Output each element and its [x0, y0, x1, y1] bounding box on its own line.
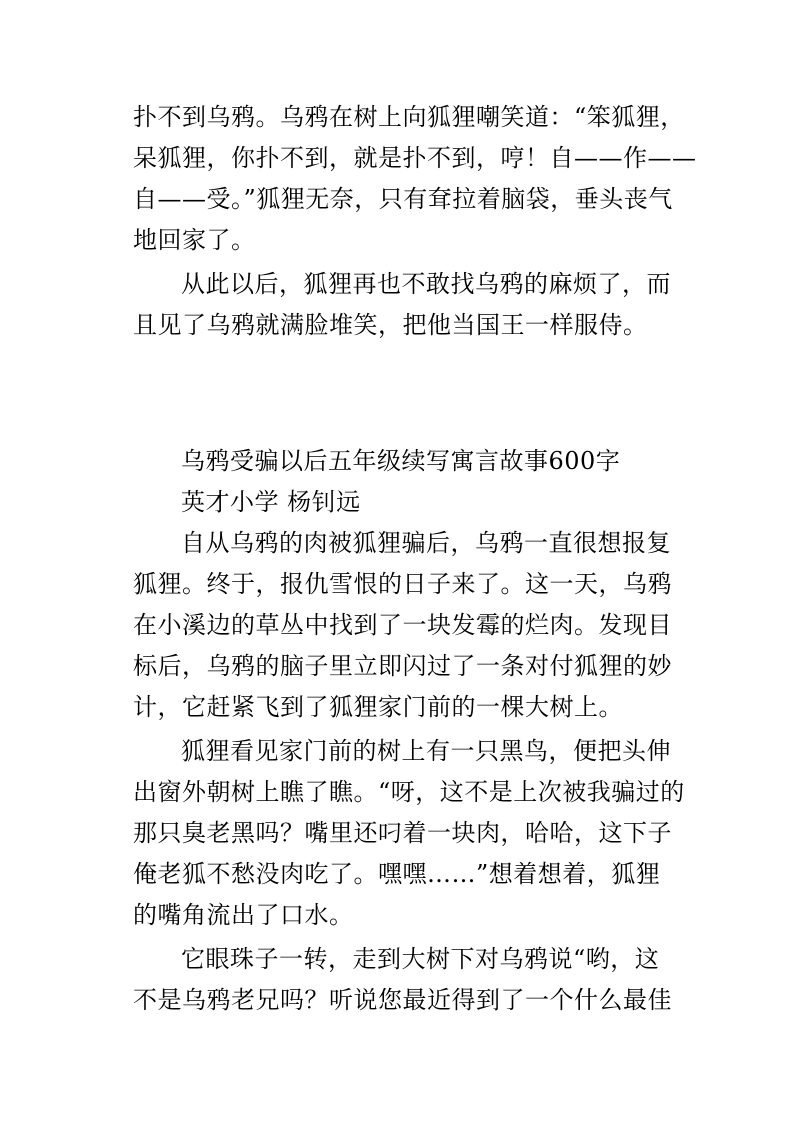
essay-author: 英才小学 杨钊远: [181, 488, 361, 516]
text-line: 狐狸。终于，报仇雪恨的日子来了。这一天，乌鸦: [133, 570, 672, 598]
essay-title: 乌鸦受骗以后五年级续写寓言故事600字: [181, 447, 621, 475]
text-line: 狐狸看见家门前的树上有一只黑鸟，便把头伸: [181, 737, 671, 765]
text-line: 在小溪边的草丛中找到了一块发霉的烂肉。发现目: [133, 611, 672, 639]
text-line: 俺老狐不愁没肉吃了。嘿嘿……”想着想着，狐狸: [133, 860, 661, 888]
text-line: 从此以后，狐狸再也不敢找乌鸦的麻烦了，而: [181, 270, 671, 298]
text-line: 地回家了。: [133, 226, 256, 254]
text-line: 不是乌鸦老兄吗？听说您最近得到了一个什么最佳: [133, 986, 672, 1014]
text-line: 且见了乌鸦就满脸堆笑，把他当国王一样服侍。: [133, 311, 648, 339]
text-line: 的嘴角流出了口水。: [133, 901, 354, 929]
text-line: 出窗外朝树上瞧了瞧。“呀，这不是上次被我骗过的: [133, 778, 685, 806]
text-line: 自从乌鸦的肉被狐狸骗后，乌鸦一直很想报复: [181, 529, 671, 557]
text-line: 它眼珠子一转，走到大树下对乌鸦说“哟，这: [181, 945, 660, 973]
text-line: 呆狐狸，你扑不到，就是扑不到，哼！自——作——: [133, 144, 697, 172]
text-line: 标后，乌鸦的脑子里立即闪过了一条对付狐狸的妙: [133, 652, 672, 680]
text-line: 那只臭老黑吗？嘴里还叼着一块肉，哈哈，这下子: [133, 819, 672, 847]
text-line: 计，它赶紧飞到了狐狸家门前的一棵大树上。: [133, 693, 623, 721]
text-line: 扑不到乌鸦。乌鸦在树上向狐狸嘲笑道：“笨狐狸，: [133, 103, 685, 131]
text-line: 自——受。”狐狸无奈，只有耷拉着脑袋，垂头丧气: [133, 185, 673, 213]
